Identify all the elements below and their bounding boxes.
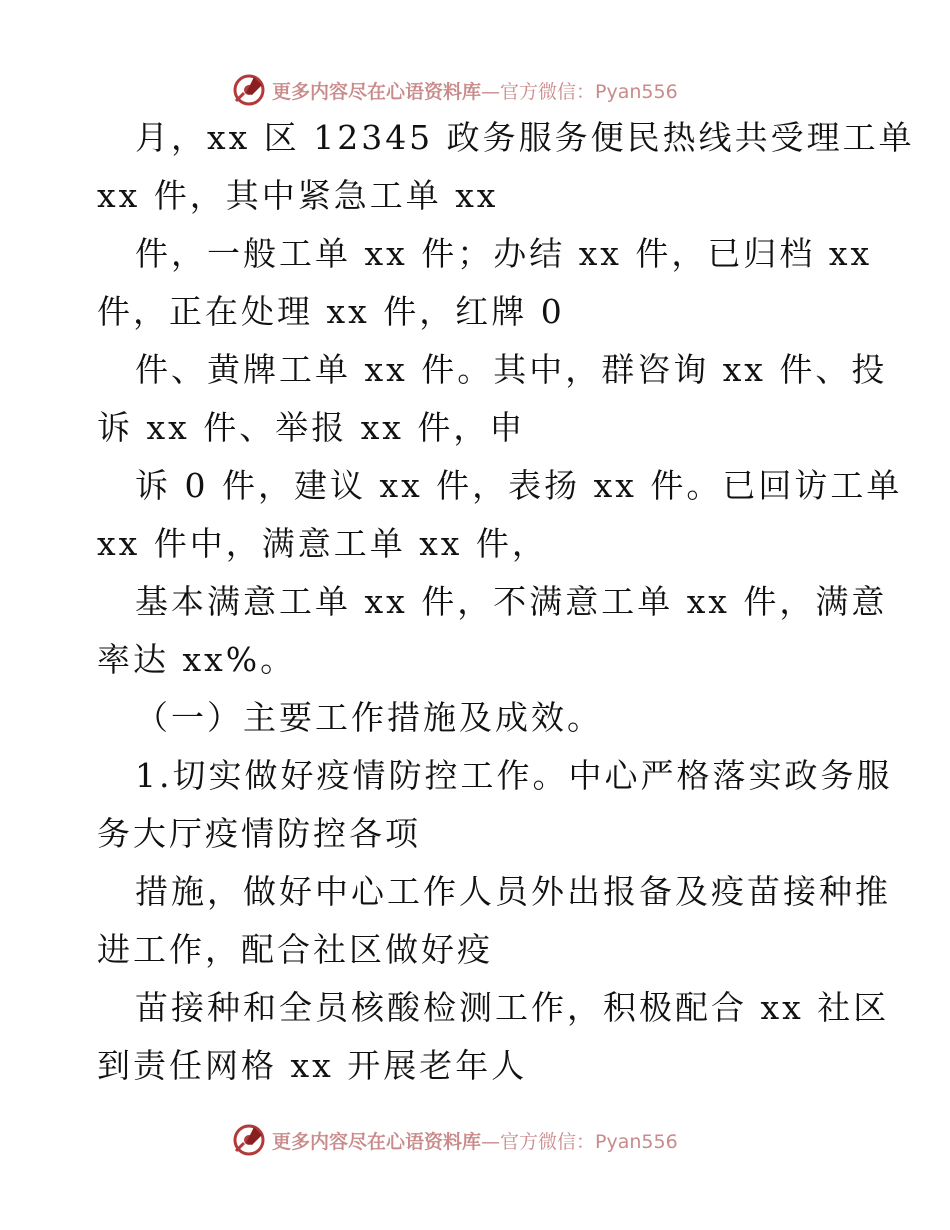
watermark-banner-bottom	[232, 1122, 678, 1158]
text-line: 到责任网格 xx 开展老年人	[97, 1046, 528, 1085]
text-line: 1.切实做好疫情防控工作。中心严格落实政务服	[135, 756, 893, 795]
watermark-banner-top	[232, 72, 678, 108]
text-line: 措施，做好中心工作人员外出报备及疫苗接种推	[135, 872, 891, 911]
text-line: 月，xx 区 12345 政务服务便民热线共受理工单	[135, 118, 915, 157]
text-line: 苗接种和全员核酸检测工作，积极配合 xx 社区	[135, 988, 890, 1027]
watermark-main-text: 更多内容尽在心语资料库	[272, 1130, 482, 1153]
text-line: 进工作，配合社区做好疫	[97, 930, 493, 969]
text-line: 件、黄牌工单 xx 件。其中，群咨询 xx 件、投	[135, 350, 888, 389]
section-heading: （一）主要工作措施及成效。	[135, 698, 603, 737]
text-line: 务大厅疫情防控各项	[97, 814, 421, 853]
watermark-sub-text: —官方微信：Pyan556	[481, 80, 678, 103]
watermark-main-text: 更多内容尽在心语资料库	[272, 80, 482, 103]
text-line: 率达 xx%。	[97, 640, 297, 679]
text-line: 诉 xx 件、举报 xx 件，申	[97, 408, 526, 447]
text-line: 件，一般工单 xx 件；办结 xx 件，已归档 xx	[135, 234, 873, 273]
watermark-logo-icon	[232, 1123, 266, 1157]
text-line: 件，正在处理 xx 件，红牌 0	[97, 292, 565, 331]
text-line: 诉 0 件，建议 xx 件，表扬 xx 件。已回访工单	[135, 466, 903, 505]
text-line: 基本满意工单 xx 件，不满意工单 xx 件，满意	[135, 582, 888, 621]
watermark-sub-text: —官方微信：Pyan556	[481, 1130, 678, 1153]
text-line: xx 件中，满意工单 xx 件，	[97, 524, 548, 563]
text-line: xx 件，其中紧急工单 xx	[97, 176, 499, 215]
watermark-logo-icon	[232, 73, 266, 107]
